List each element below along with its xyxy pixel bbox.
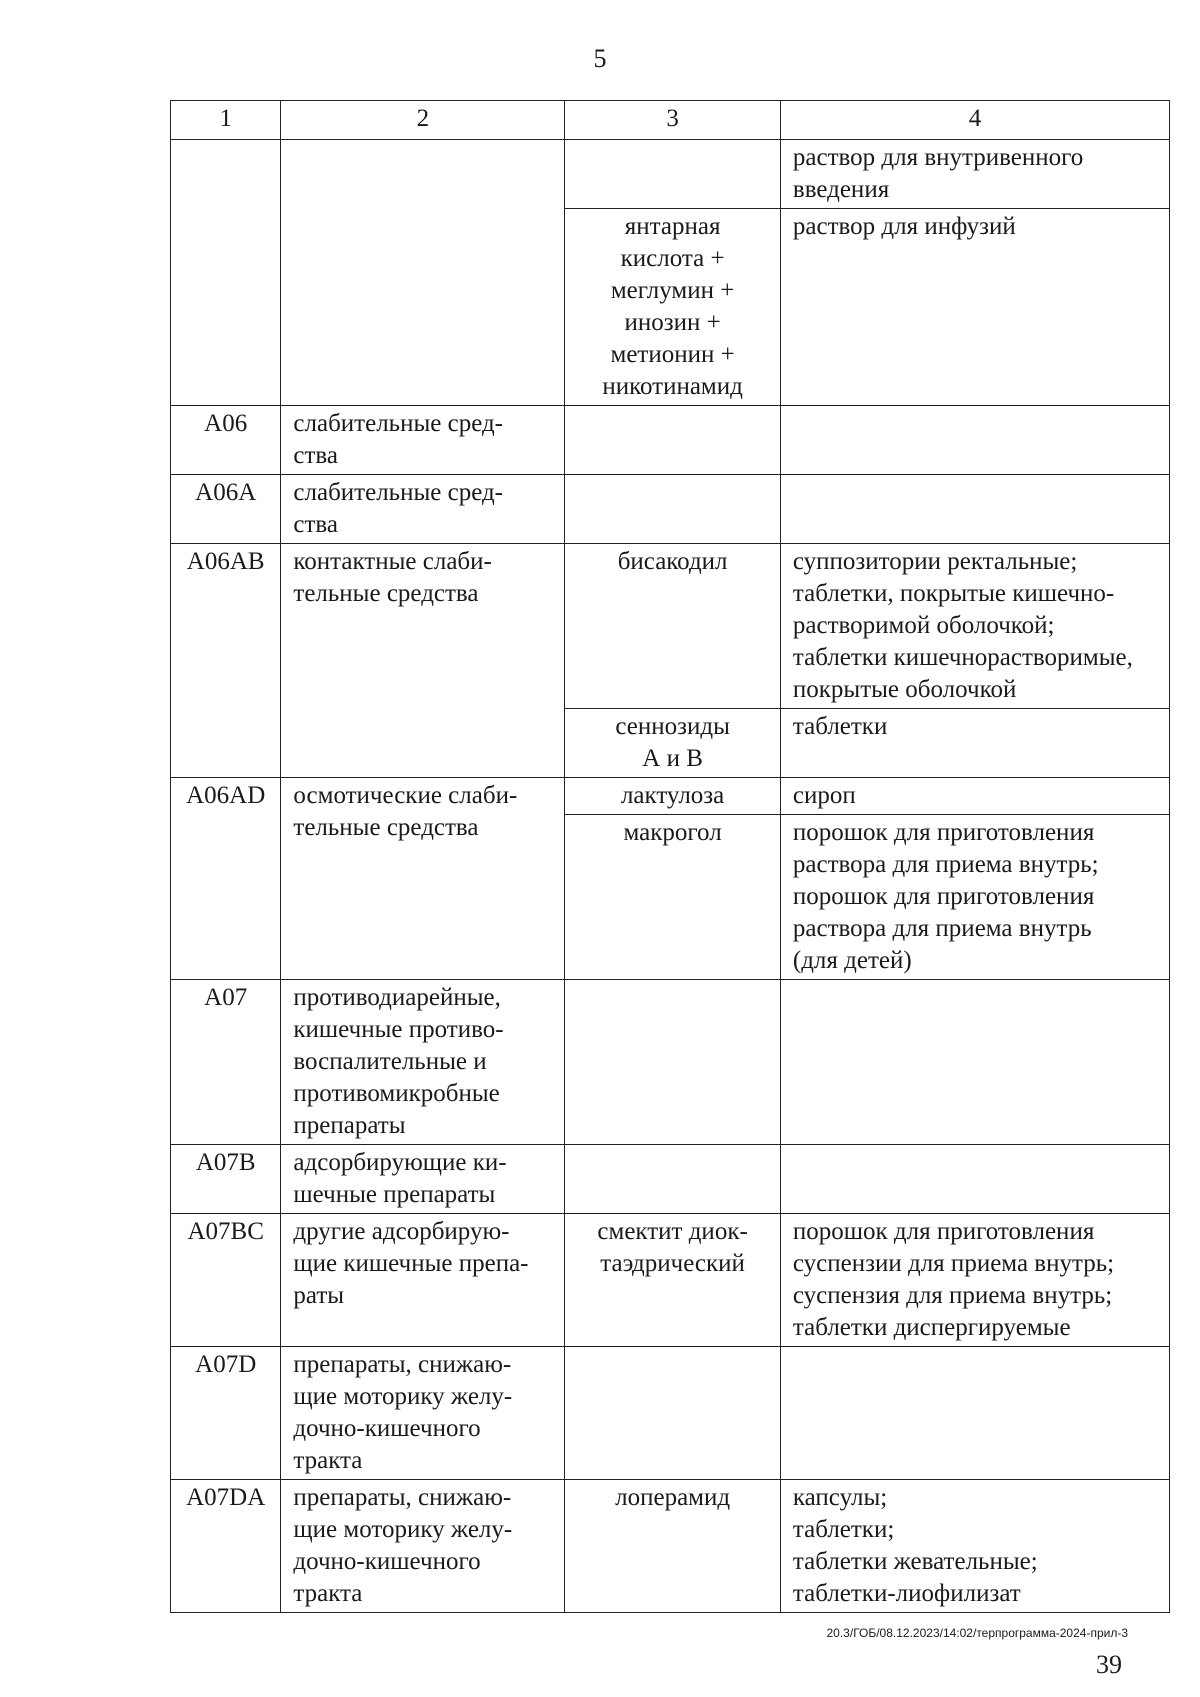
group-line: ства <box>293 442 338 469</box>
substance-line: метионин + <box>610 341 735 368</box>
code-cell <box>171 1347 281 1480</box>
substance-line: кислота + <box>620 245 725 272</box>
group-cell <box>281 406 565 475</box>
group-line: тельные средства <box>293 580 479 607</box>
code-cell <box>171 1214 281 1347</box>
substance-line: таэдрический <box>600 1250 745 1277</box>
substance-line: лоперамид <box>615 1484 731 1511</box>
substance-cell <box>565 1145 781 1214</box>
group-cell <box>281 778 565 980</box>
group-line: щие моторику желу- <box>293 1516 513 1543</box>
substance-cell <box>565 815 781 980</box>
code-cell <box>171 1145 281 1214</box>
group-cell <box>281 1214 565 1347</box>
code-text: A06AB <box>186 548 265 575</box>
forms-line: таблетки; <box>792 1516 895 1543</box>
substance-cell <box>565 980 781 1145</box>
code-text: A07DA <box>186 1484 266 1511</box>
forms-line: введения <box>792 176 890 203</box>
forms-line: таблетки кишечнорастворимые, <box>792 644 1133 671</box>
group-line: ства <box>293 511 338 538</box>
header-col-2: 2 <box>281 101 565 140</box>
forms-cell <box>780 140 1169 209</box>
forms-cell <box>780 406 1169 475</box>
code-cell <box>171 1480 281 1613</box>
group-line: контактные слаби- <box>293 548 492 575</box>
code-text: A06AD <box>186 782 266 809</box>
header-col-1: 1 <box>171 101 281 140</box>
forms-line: таблетки, покрытые кишечно- <box>792 580 1115 607</box>
table-row <box>171 475 1170 544</box>
code-cell <box>171 406 281 475</box>
forms-line: покрытые оболочкой <box>792 676 1017 703</box>
table-row <box>171 1145 1170 1214</box>
code-text: A07 <box>204 984 248 1011</box>
group-cell <box>281 140 565 406</box>
forms-line: раствора для приема внутрь; <box>792 851 1099 878</box>
group-line: слабительные сред- <box>293 479 504 506</box>
group-line: слабительные сред- <box>293 410 504 437</box>
table-row <box>171 140 1170 209</box>
group-line: воспалительные и <box>293 1048 487 1075</box>
drug-table <box>170 100 1170 1613</box>
forms-line: порошок для приготовления <box>792 1218 1095 1245</box>
substance-line: янтарная <box>624 213 721 240</box>
forms-line: капсулы; <box>792 1484 888 1511</box>
substance-cell <box>565 475 781 544</box>
footer-page-number: 39 <box>1096 1650 1122 1679</box>
document-reference: 20.3/ГОБ/08.12.2023/14:02/терпрограмма-2024-прил-3 <box>826 1626 1128 1640</box>
code-text: A06A <box>195 479 257 506</box>
forms-line: таблетки <box>792 713 888 740</box>
forms-line: суспензии для приема внутрь; <box>792 1250 1115 1277</box>
substance-cell <box>565 778 781 815</box>
forms-cell <box>780 980 1169 1145</box>
group-line: противодиарейные, <box>293 984 501 1011</box>
group-line: препараты <box>293 1112 406 1139</box>
group-cell <box>281 1145 565 1214</box>
forms-cell <box>780 475 1169 544</box>
group-line: шечные препараты <box>293 1181 496 1208</box>
substance-line: инозин + <box>624 309 721 336</box>
substance-cell <box>565 140 781 209</box>
forms-line: сироп <box>792 782 856 809</box>
code-text: A07B <box>195 1149 256 1176</box>
group-line: тельные средства <box>293 814 479 841</box>
group-line: осмотические слаби- <box>293 782 518 809</box>
forms-line: растворимой оболочкой; <box>792 612 1055 639</box>
forms-cell <box>780 709 1169 778</box>
page-number: 5 <box>593 44 607 73</box>
substance-cell <box>565 1480 781 1613</box>
substance-cell <box>565 209 781 406</box>
forms-line: раствор для инфузий <box>792 213 1016 240</box>
group-line: дочно-кишечного <box>293 1548 481 1575</box>
group-line: противомикробные <box>293 1080 500 1107</box>
substance-line: макрогол <box>623 819 722 846</box>
forms-cell <box>780 1214 1169 1347</box>
code-cell <box>171 778 281 980</box>
code-text: A06 <box>204 410 248 437</box>
forms-cell <box>780 1480 1169 1613</box>
group-line: препараты, снижаю- <box>293 1351 512 1378</box>
forms-line: раствор для внутривенного <box>792 144 1084 171</box>
group-line: щие кишечные препа- <box>293 1250 529 1277</box>
group-line: кишечные противо- <box>293 1016 504 1043</box>
substance-cell <box>565 1214 781 1347</box>
table-row <box>171 980 1170 1145</box>
group-line: раты <box>293 1282 345 1309</box>
substance-line: меглумин + <box>610 277 735 304</box>
substance-cell <box>565 1347 781 1480</box>
group-cell <box>281 544 565 778</box>
group-line: другие адсорбирую- <box>293 1218 510 1245</box>
forms-line: раствора для приема внутрь <box>792 915 1092 942</box>
code-text: A07D <box>195 1351 257 1378</box>
substance-line: А и В <box>642 745 703 772</box>
group-cell <box>281 475 565 544</box>
forms-line: таблетки-лиофилизат <box>792 1580 1021 1607</box>
substance-line: бисакодил <box>617 548 728 575</box>
forms-line: порошок для приготовления <box>792 819 1095 846</box>
group-line: препараты, снижаю- <box>293 1484 512 1511</box>
group-line: дочно-кишечного <box>293 1415 481 1442</box>
header-col-4: 4 <box>780 101 1169 140</box>
substance-cell <box>565 406 781 475</box>
table-row <box>171 1347 1170 1480</box>
forms-cell <box>780 778 1169 815</box>
code-cell <box>171 140 281 406</box>
forms-cell <box>780 1145 1169 1214</box>
group-cell <box>281 1347 565 1480</box>
table-row <box>171 544 1170 709</box>
forms-cell <box>780 1347 1169 1480</box>
forms-line: порошок для приготовления <box>792 883 1095 910</box>
substance-line: никотинамид <box>602 373 743 400</box>
table-row <box>171 1214 1170 1347</box>
forms-line: суспензия для приема внутрь; <box>792 1282 1113 1309</box>
table-row <box>171 778 1170 815</box>
forms-cell <box>780 209 1169 406</box>
code-cell <box>171 544 281 778</box>
substance-line: лактулоза <box>620 782 725 809</box>
code-text: A07BC <box>187 1218 264 1245</box>
forms-line: (для детей) <box>792 947 912 974</box>
forms-line: таблетки жевательные; <box>792 1548 1038 1575</box>
table-row <box>171 406 1170 475</box>
table-header-row <box>171 101 1170 140</box>
substance-cell <box>565 544 781 709</box>
substance-line: смектит диок- <box>597 1218 748 1245</box>
forms-line: таблетки диспергируемые <box>792 1314 1071 1341</box>
header-col-3: 3 <box>565 101 781 140</box>
forms-cell <box>780 544 1169 709</box>
table-row <box>171 1480 1170 1613</box>
substance-line: сеннозиды <box>615 713 730 740</box>
code-cell <box>171 475 281 544</box>
code-cell <box>171 980 281 1145</box>
group-line: тракта <box>293 1447 363 1474</box>
group-cell <box>281 980 565 1145</box>
group-line: щие моторику желу- <box>293 1383 513 1410</box>
group-line: адсорбирующие ки- <box>293 1149 507 1176</box>
forms-line: суппозитории ректальные; <box>792 548 1078 575</box>
substance-cell <box>565 709 781 778</box>
group-cell <box>281 1480 565 1613</box>
group-line: тракта <box>293 1580 363 1607</box>
forms-cell <box>780 815 1169 980</box>
